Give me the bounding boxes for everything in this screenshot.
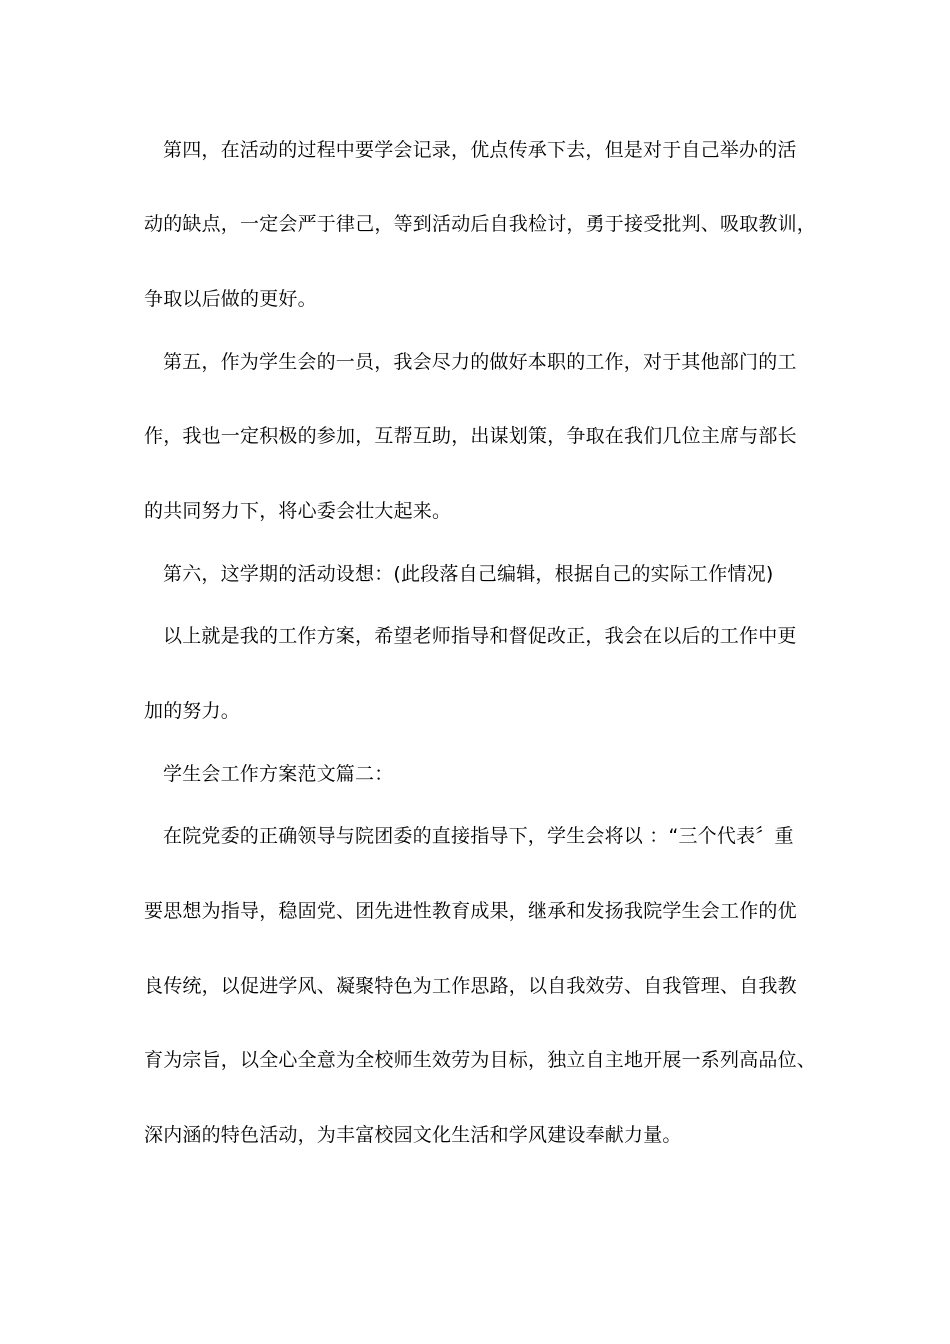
paragraph-5-line-2: 作，我也一定积极的参加，互帮互助，出谋划策，争取在我们几位主席与部长 (144, 425, 797, 447)
section-2-line-5: 深内涵的特色活动，为丰富校园文化生活和学风建设奉献力量。 (144, 1124, 682, 1146)
section-2-line-3: 良传统，以促进学风、凝聚特色为工作思路，以自我效劳、自我管理、自我教 (144, 975, 797, 997)
paragraph-5-line-3: 的共同努力下，将心委会壮大起来。 (144, 500, 452, 522)
closing-line-1: 以上就是我的工作方案，希望老师指导和督促改正，我会在以后的工作中更 (163, 625, 797, 647)
paragraph-4-line-1: 第四，在活动的过程中要学会记录，优点传承下去，但是对于自己举办的活 (163, 139, 797, 161)
paragraph-4-line-3: 争取以后做的更好。 (144, 288, 317, 310)
section-heading: 学生会工作方案范文篇二： (163, 763, 394, 785)
paragraph-5-line-1: 第五，作为学生会的一员，我会尽力的做好本职的工作，对于其他部门的工 (163, 351, 797, 373)
paragraph-4-line-2: 动的缺点，一定会严于律己，等到活动后自我检讨，勇于接受批判、吸取教训， (144, 213, 817, 235)
section-2-line-2: 要思想为指导，稳固党、团先进性教育成果，继承和发扬我院学生会工作的优 (144, 900, 797, 922)
section-2-line-4: 育为宗旨，以全心全意为全校师生效劳为目标，独立自主地开展一系列高品位、 (144, 1049, 817, 1071)
closing-line-2: 加的努力。 (144, 700, 241, 722)
paragraph-6-line-1: 第六，这学期的活动设想：(此段落自己编辑，根据自己的实际工作情况) (163, 563, 774, 585)
section-2-line-1: 在院党委的正确领导与院团委的直接指导下，学生会将以 ：“三个代表〞重 (163, 825, 794, 847)
